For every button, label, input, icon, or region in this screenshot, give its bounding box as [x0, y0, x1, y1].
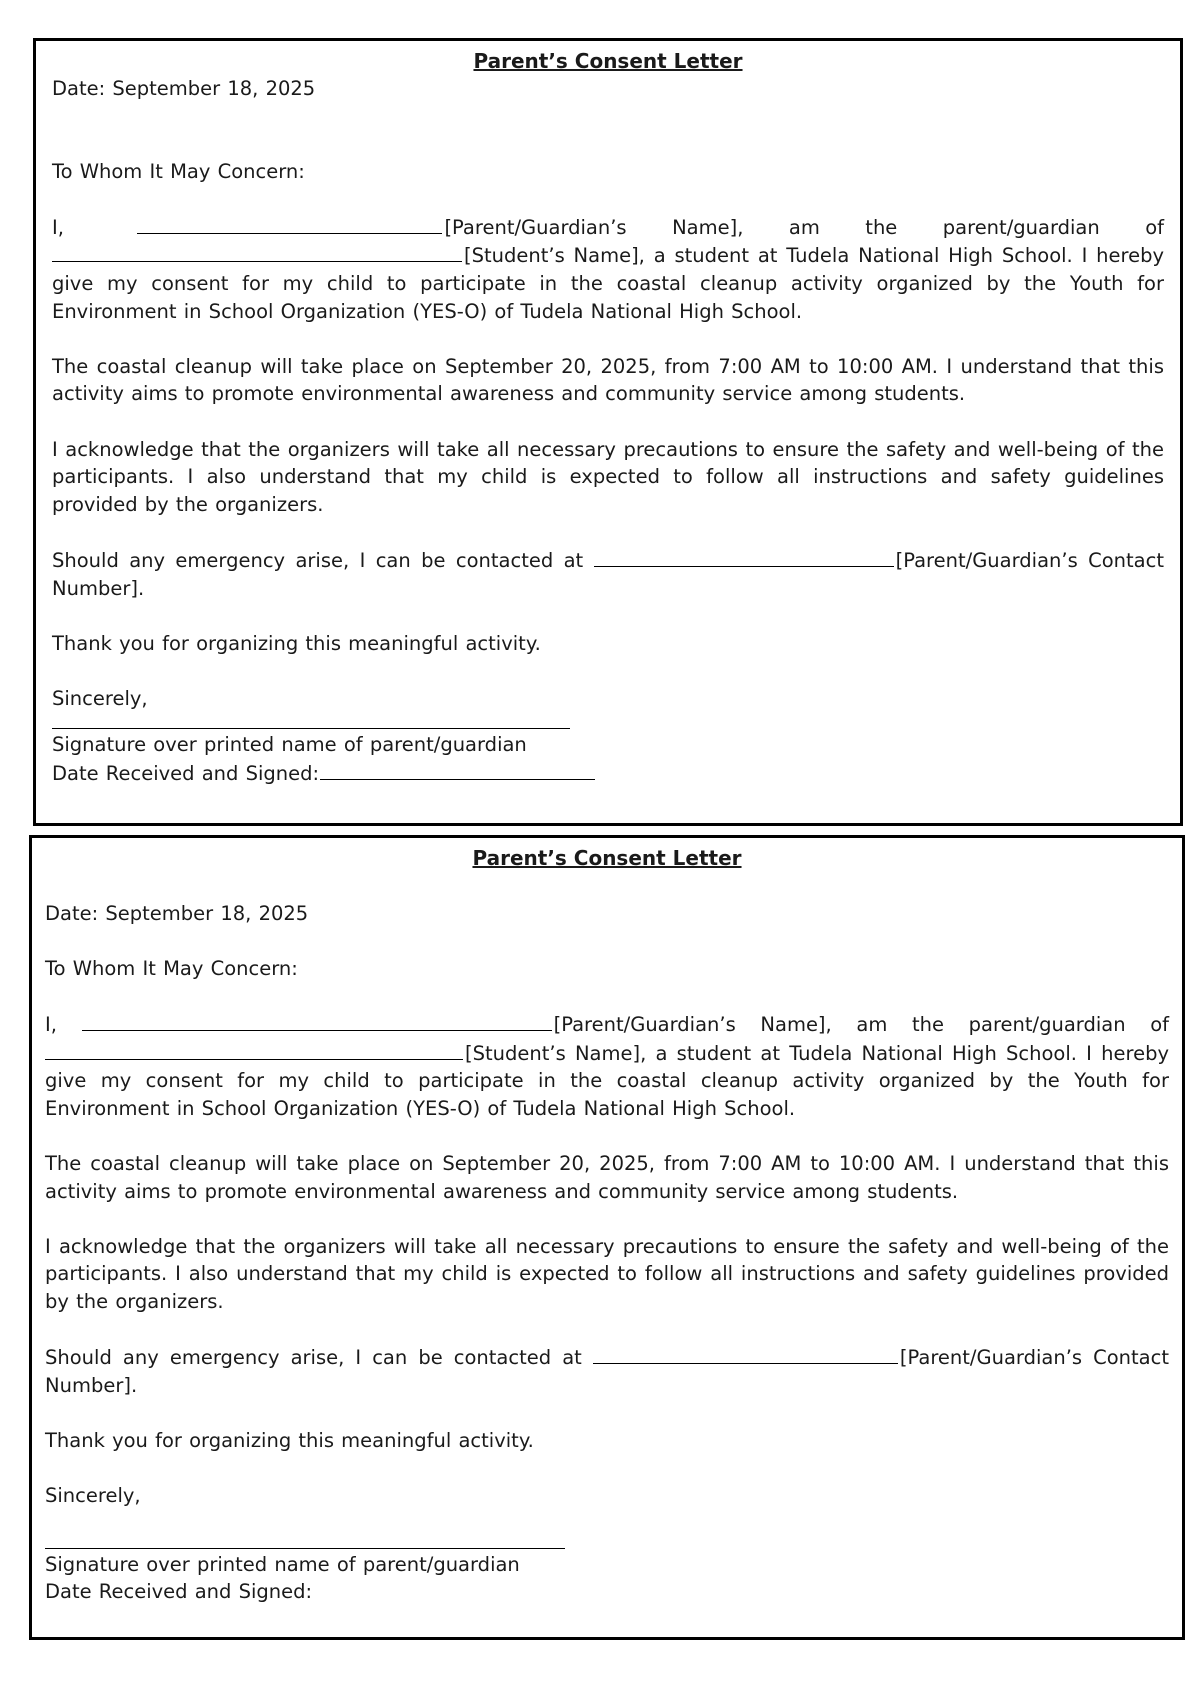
safety-paragraph: I acknowledge that the organizers will take all necessary precautions to ensure the safety and well-being of the participants. I also understand that my child is expected to follow all instructions and safety guidelines provided by the organizers. [45, 1234, 1169, 1313]
emergency-paragraph: Should any emergency arise, I can be contacted at [Parent/Guardian’s Contact Number]. [52, 546, 1164, 602]
contact-number-blank[interactable] [594, 546, 894, 567]
schedule-paragraph: The coastal cleanup will take place on September 20, 2025, from 7:00 AM to 10:00 AM. I understand that this activity aims to promote environmental awareness and community service among students. [45, 1151, 1169, 1203]
student-name-blank[interactable] [52, 241, 462, 262]
consent-letter-2 [29, 835, 1185, 1640]
thank-you-line: Thank you for organizing this meaningful activity. [45, 1428, 534, 1452]
consent-paragraph: I, [Parent/Guardian’s Name], am the parent/guardian of [Student’s Name], a student at Tudela National High School. I hereby give my consent for my child to participate in the coastal cleanup activity organized by the Youth for Environment in School Organization (YES-O) of Tudela National High School. [45, 1010, 1169, 1122]
letter-date: Date: September 18, 2025 [45, 901, 309, 925]
parent-name-blank[interactable] [137, 213, 442, 234]
consent-paragraph: I, [Parent/Guardian’s Name], am the parent/guardian of [Student’s Name], a student at Tudela National High School. I hereby give my consent for my child to participate in the coastal cleanup activity organized by the Youth for Environment in School Organization (YES-O) of Tudela National High School. [52, 213, 1164, 325]
signature-line[interactable] [52, 712, 570, 729]
safety-paragraph: I acknowledge that the organizers will take all necessary precautions to ensure the safety and well-being of the participants. I also understand that my child is expected to follow all instructions and safety guidelines provided by the organizers. [52, 437, 1164, 516]
consent-letter-1 [33, 38, 1183, 826]
signature-caption: Signature over printed name of parent/guardian [45, 1552, 520, 1576]
letter-title: Parent’s Consent Letter [473, 49, 743, 73]
signature-line[interactable] [45, 1532, 565, 1549]
student-name-blank[interactable] [45, 1039, 463, 1060]
signature-caption: Signature over printed name of parent/guardian [52, 733, 527, 757]
salutation: To Whom It May Concern: [45, 956, 298, 980]
contact-number-blank[interactable] [593, 1343, 898, 1364]
letter-title: Parent’s Consent Letter [472, 846, 742, 870]
closing: Sincerely, [52, 686, 148, 710]
salutation: To Whom It May Concern: [52, 159, 305, 183]
parent-name-blank[interactable] [82, 1010, 552, 1031]
letter-date: Date: September 18, 2025 [52, 77, 316, 100]
thank-you-line: Thank you for organizing this meaningful activity. [52, 631, 541, 655]
closing: Sincerely, [45, 1484, 141, 1508]
schedule-paragraph: The coastal cleanup will take place on September 20, 2025, from 7:00 AM to 10:00 AM. I understand that this activity aims to promote environmental awareness and community service among students. [52, 354, 1164, 406]
date-received-blank[interactable] [320, 759, 595, 780]
date-received-line: Date Received and Signed: [45, 1580, 313, 1604]
date-received-line: Date Received and Signed: [52, 759, 1164, 788]
emergency-paragraph: Should any emergency arise, I can be contacted at [Parent/Guardian’s Contact Number]. [45, 1343, 1169, 1399]
